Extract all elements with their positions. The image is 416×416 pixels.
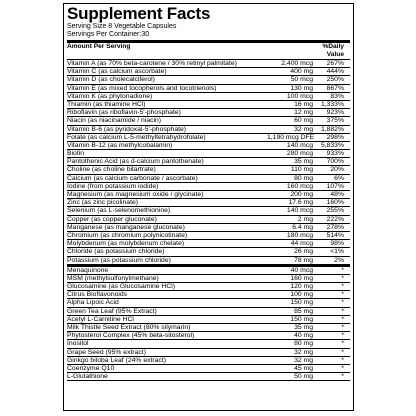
daily-value: 98% xyxy=(330,240,344,248)
daily-value: * xyxy=(341,283,344,291)
amount-value: 80 mg xyxy=(294,174,313,182)
nutrient-name: Molybdenum (as molybdenum chelate) xyxy=(67,240,185,248)
daily-value: 107% xyxy=(326,182,344,190)
amount-value: 150 mg xyxy=(290,299,313,307)
amount-value: 280 mcg xyxy=(286,150,313,158)
nutrient-name: Ginkgo biloba Leaf (24% extract) xyxy=(67,356,166,364)
amount-value: 160 mcg xyxy=(286,182,313,190)
table-row xyxy=(67,101,350,109)
amount-header: Amount Per Serving xyxy=(67,43,131,50)
servings-per-container: Servings Per Container:30 xyxy=(67,31,150,38)
table-row xyxy=(67,232,350,240)
nutrient-name: Vitamin C (as calcium ascorbate) xyxy=(67,68,167,76)
nutrient-name: Vitamin D (as cholecalciferol) xyxy=(67,76,155,84)
daily-value: * xyxy=(341,324,344,331)
table-row xyxy=(67,142,350,150)
nutrient-name: Folate (as calcium L-5-methyltetrahydrofolate) xyxy=(67,133,206,141)
table-row xyxy=(67,267,350,275)
nutrient-name: Manganese (as manganese gluconate) xyxy=(67,223,185,231)
amount-value: 35 mg xyxy=(294,324,313,331)
nutrient-name: Zinc (as zinc picolinate) xyxy=(67,199,139,207)
amount-value: 180 mcg xyxy=(286,231,313,239)
nutrient-name: Choline (as choline bitartrate) xyxy=(67,166,156,174)
nutrient-name: Chromium (as chromium polynicotinate) xyxy=(67,231,188,239)
amount-value: 85 mg xyxy=(294,307,313,315)
table-row xyxy=(67,349,350,357)
panel-title: Supplement Facts xyxy=(67,4,211,23)
table-row xyxy=(67,332,350,340)
daily-value: * xyxy=(341,373,344,381)
nutrient-name: Green Tea Leaf (95% Extract) xyxy=(67,307,157,315)
table-row xyxy=(67,158,350,166)
table-row xyxy=(67,257,350,265)
daily-value: 20% xyxy=(330,166,344,174)
daily-value: 298% xyxy=(326,133,344,141)
daily-value: 160% xyxy=(326,199,344,207)
column-header xyxy=(67,43,350,59)
daily-value: 933% xyxy=(326,150,344,158)
nutrient-name: Acetyl L-Carnitine HCl xyxy=(67,315,134,323)
nutrient-name: Chloride (as potassium chloride) xyxy=(67,248,165,256)
nutrient-name: Glucosamine (as Glucosamine HCl) xyxy=(67,283,176,291)
table-row xyxy=(67,299,350,307)
amount-value: 44 mcg xyxy=(290,240,313,248)
amount-value: 160 mg xyxy=(290,274,313,282)
amount-value: 50 mcg xyxy=(290,76,313,84)
amount-value: 40 mcg xyxy=(290,266,313,274)
daily-value-header: %Daily Value xyxy=(322,43,344,58)
table-row xyxy=(67,134,350,142)
daily-value: * xyxy=(341,364,344,372)
table-row xyxy=(67,291,350,299)
daily-value: 48% xyxy=(330,191,344,198)
daily-value: * xyxy=(341,307,344,315)
table-row xyxy=(67,240,350,248)
daily-value: 700% xyxy=(326,158,344,166)
nutrient-name: Magnesium (as magnesium oxide / glycinate) xyxy=(67,191,204,198)
nutrient-name: Milk Thistle Seed Extract (80% silymarin) xyxy=(67,324,191,331)
table-row xyxy=(67,340,350,348)
daily-value: 514% xyxy=(326,231,344,239)
amount-value: 140 mcg xyxy=(286,207,313,215)
nutrient-name: Vitamin B-6 (as pyridoxal-5'-phosphate) xyxy=(67,125,187,133)
table-row xyxy=(67,191,350,199)
nutrient-name: Vitamin A (as 70% beta-carotene / 30% retinyl palmitate) xyxy=(67,60,237,67)
daily-value: * xyxy=(341,340,344,348)
daily-value: 375% xyxy=(326,117,344,125)
table-row xyxy=(67,357,350,365)
table-row xyxy=(67,373,350,381)
table-row xyxy=(67,109,350,117)
amount-value: 2 mg xyxy=(297,215,313,223)
amount-value: 100 mcg xyxy=(286,92,313,100)
daily-value: * xyxy=(341,274,344,282)
table-row xyxy=(67,224,350,232)
table-row xyxy=(67,316,350,324)
daily-value: 1,882% xyxy=(320,125,344,133)
amount-value: 45 mg xyxy=(294,364,313,372)
serving-size: Serving Size 8 Vegetable Capsules xyxy=(67,23,177,30)
table-row xyxy=(67,283,350,291)
table-row xyxy=(67,85,350,93)
amount-value: 200 mg xyxy=(290,191,313,198)
nutrient-rows xyxy=(67,60,350,265)
nutrient-name: Citrus Bioflavonoids xyxy=(67,291,128,299)
amount-value: 32 mg xyxy=(294,125,313,133)
amount-value: 16 mg xyxy=(294,100,313,108)
table-row xyxy=(67,308,350,316)
table-row xyxy=(67,324,350,332)
daily-value: 278% xyxy=(326,223,344,231)
daily-value: * xyxy=(341,291,344,299)
table-row xyxy=(67,216,350,224)
table-row xyxy=(67,150,350,158)
daily-value: * xyxy=(341,266,344,274)
nutrient-name: Vitamin B-12 (as methylcobalamin) xyxy=(67,141,173,149)
nutrient-name: Selenium (as L-selenomethionine) xyxy=(67,207,171,215)
table-row xyxy=(67,93,350,101)
daily-value: * xyxy=(341,315,344,323)
daily-value: 923% xyxy=(326,109,344,117)
amount-value: 2,400 mcg xyxy=(281,60,313,67)
nutrient-name: Menaquinone xyxy=(67,266,109,274)
daily-value: 2% xyxy=(334,256,344,264)
table-row xyxy=(67,117,350,125)
ingredient-rows xyxy=(67,267,350,382)
supplement-facts-panel xyxy=(63,3,354,411)
table-row xyxy=(67,248,350,256)
nutrient-name: Coenzyme Q10 xyxy=(67,364,115,372)
table-row xyxy=(67,275,350,283)
nutrient-name: Pantothenic Acid (as d-calcium pantothenate) xyxy=(67,158,204,166)
nutrient-name: Potassium (as potassium chloride) xyxy=(67,256,171,264)
amount-value: 6.4 mg xyxy=(292,223,313,231)
table-row xyxy=(67,183,350,191)
amount-value: 35 mg xyxy=(294,158,313,166)
amount-value: 26 mg xyxy=(294,248,313,256)
amount-value: 50 mg xyxy=(294,373,313,381)
nutrient-name: Vitamin K (as phytonadione) xyxy=(67,92,153,100)
amount-value: 120 mg xyxy=(290,283,313,291)
nutrient-name: Thiamin (as thiamine HCl) xyxy=(67,100,146,108)
nutrient-name: Calcium (as calcium carbonate / ascorbate) xyxy=(67,174,198,182)
nutrient-name: Iodine (from potassium iodide) xyxy=(67,182,159,190)
amount-value: 110 mg xyxy=(290,166,313,174)
daily-value: 867% xyxy=(326,84,344,92)
amount-value: 140 mcg xyxy=(286,141,313,149)
daily-value: * xyxy=(341,356,344,364)
daily-value: * xyxy=(341,348,344,356)
amount-value: 78 mg xyxy=(294,256,313,264)
amount-value: 400 mg xyxy=(290,68,313,76)
amount-value: 60 mg xyxy=(294,117,313,125)
amount-value: 1,190 mcg DFE xyxy=(267,133,315,141)
table-row xyxy=(67,175,350,183)
nutrient-name: Vitamin E (as mixed tocopherols and tocotrienols) xyxy=(67,84,217,92)
nutrient-name: Grape Seed (95% extract) xyxy=(67,348,146,356)
table-row xyxy=(67,126,350,134)
nutrient-name: L-Glutathione xyxy=(67,373,108,381)
nutrient-name: Riboflavin (as riboflavin-5'-phosphate) xyxy=(67,109,181,117)
nutrient-name: Inositol xyxy=(67,340,89,348)
nutrient-name: Copper (as copper gluconate) xyxy=(67,215,157,223)
amount-value: 80 mg xyxy=(294,340,313,348)
daily-value: 83% xyxy=(330,92,344,100)
table-row xyxy=(67,76,350,84)
table-row xyxy=(67,207,350,215)
table-row xyxy=(67,60,350,68)
amount-value: 100 mg xyxy=(290,291,313,299)
amount-value: 12 mg xyxy=(294,109,313,117)
daily-value: 5,833% xyxy=(320,141,344,149)
nutrient-name: MSM (methylsulfonylmethane) xyxy=(67,274,159,282)
amount-value: 40 mg xyxy=(294,332,313,340)
amount-value: 130 mg xyxy=(290,84,313,92)
nutrient-name: Alpha Lipoic Acid xyxy=(67,299,119,307)
daily-value: 250% xyxy=(326,76,344,84)
amount-value: 32 mg xyxy=(294,356,313,364)
nutrient-name: Phytosterol Complex (45% beta-sitosterol) xyxy=(67,332,195,340)
table-row xyxy=(67,365,350,373)
daily-value: 267% xyxy=(326,60,344,67)
daily-value: * xyxy=(341,299,344,307)
daily-value: 444% xyxy=(326,68,344,76)
nutrient-name: Biotin xyxy=(67,150,85,158)
daily-value: 255% xyxy=(326,207,344,215)
daily-value: * xyxy=(341,332,344,340)
amount-value: 32 mg xyxy=(294,348,313,356)
table-row xyxy=(67,199,350,207)
daily-value: 6% xyxy=(334,174,344,182)
daily-value: 1,333% xyxy=(320,100,344,108)
table-row xyxy=(67,68,350,76)
table-row xyxy=(67,166,350,174)
nutrient-name: Niacin (as niacinamide / niacin) xyxy=(67,117,162,125)
daily-value: <1% xyxy=(330,248,344,256)
amount-value: 150 mg xyxy=(290,315,313,323)
amount-value: 17.6 mg xyxy=(288,199,313,207)
daily-value: 222% xyxy=(326,215,344,223)
